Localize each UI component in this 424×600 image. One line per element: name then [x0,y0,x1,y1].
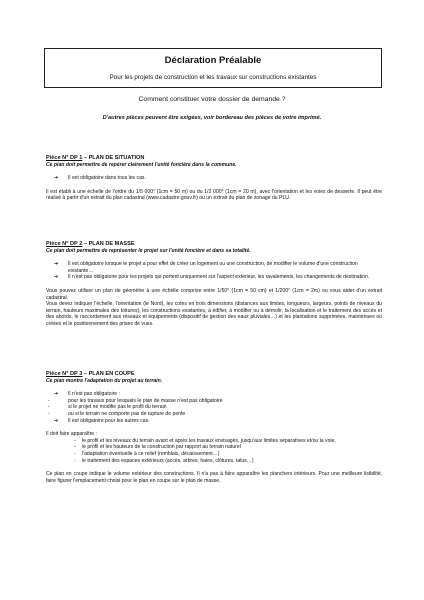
list-item: ➔ Il est obligatoire pour les autres cas. [54,417,150,424]
dash-marker: - [74,457,76,464]
arrow-icon: ➔ [54,391,59,398]
header-box [44,48,382,88]
section-dp2-heading: – PLAN DE MASSE [82,241,135,247]
list-item: ➔ Il n'est pas obligatoire : [54,391,120,398]
list-item: ➔ Il est obligatoire lorsque le projet a pour effet de créer un logement ou une construction, de modifier le volume d'une construction existante… [54,261,358,274]
section-dp3-paragraph: Ce plan en coupe indique le volume extérieur des constructions. Il n'a pas à faire apparaître les planchers intérieurs. Pour une meilleure lisibilité, faire figurer l'emplacement choisi pour le plan en coupe sur le plan de masse. [46,471,382,484]
section-dp2-paragraph-1: Vous pouvez utiliser un plan de géomètre à une échelle comprise entre 1/50° (1cm = 50 cm) et 1/200° (1cm = 2m) ou vous aider d'un extrait cadastral. [46,287,382,301]
dash-marker: - [48,397,50,404]
list-item: ➔ Il est obligatoire dans tous les cas. [54,175,146,182]
list-item: - l'adaptation éventuelle à ce relief (remblais, décaissement…) [74,450,220,457]
dash-marker: - [74,450,76,457]
dash-marker: - [74,437,76,444]
arrow-icon: ➔ [54,274,59,281]
arrow-icon: ➔ [54,417,59,424]
section-dp2-title [46,241,382,248]
dash-marker: - [74,444,76,451]
intro-question: Comment constituer votre dossier de demande ? [138,96,286,103]
page-title: Déclaration Préalable [164,55,262,66]
list-item: ➔ Il n'est pas obligatoire pour les projets qui portent uniquement sur l'aspect extérieur, les ravalements, les changements de destination. [54,274,370,281]
section-dp1-heading: – PLAN DE SITUATION [82,155,145,161]
section-dp2-subtitle: Ce plan doit permettre de représenter le projet sur l'unité foncière et dans sa totalité. [46,247,251,254]
list-item: - pour les travaux pour lesquels le plan de masse n'est pas obligatoire [48,397,223,404]
section-dp3-code: Pièce N° DP 3 [46,371,83,377]
list-item: - si le projet ne modifie pas le profil du terrain [48,404,167,411]
section-dp3-subtitle: Ce plan montre l'adaptation du projet au terrain. [46,377,163,384]
dash-marker: - [48,404,50,411]
intro-note: D'autres pièces peuvent être exigées, voir bordereau des pièces de votre imprimé. [102,115,322,121]
list-item: - le traitement des espaces extérieurs (accès, arbres, haies, clôtures, talus…) [74,457,254,464]
section-dp2-code: Pièce N° DP 2 [46,241,83,247]
list-item: - le profil et les niveaux du terrain avant et après les travaux envisagés, jusqu'aux limites séparatives et/ou la voie, [74,437,336,444]
section-dp3-heading: – PLAN EN COUPE [82,371,135,377]
section-dp1-subtitle: Ce plan doit permettre de repérer clairement l'unité foncière dans la commune. [46,161,237,168]
section-dp2 [46,241,382,328]
list-item: - le profil et les hauteurs de la construction par rapport au terrain naturel [74,444,241,451]
arrow-icon: ➔ [54,261,59,268]
section-dp1 [46,155,382,202]
list-item: - ou si le terrain ne comporte pas de rupture de pente [48,410,186,417]
page-subtitle: Pour les projets de construction et les travaux sur constructions existantes [109,74,317,81]
section-dp3-lead: Il doit faire apparaître : [46,431,97,438]
section-dp2-paragraph-2: Vous devez indiquer l'échelle, l'orientation (le Nord), les cotes en trois dimensions (distances aux limites, longueurs, largeurs, points de niveaux du terrain, hauteurs maximales des toitures), les constructions existantes, à édifier, à modifier ou à démolir, la localisation et le traitement des accès et des abords, le raccordement aux réseaux et équipements (dispositif de gestion des eaux pluviales…) et les plantations supprimées, maintenues ou créées et le positionnement des prises de vues. [46,301,382,327]
section-dp1-title [46,155,382,162]
section-dp3-title [46,371,382,378]
section-dp1-code: Pièce N° DP 1 [46,155,83,161]
section-dp1-paragraph: Il est établi à une échelle de l'ordre du 1/5 000° (1cm = 50 m) ou du 1/2 000° (1cm = 20 m), avec l'orientation et les voies de desserte. Il peut être réalisé à partir d'un extrait du plan cadastral (www.cadastre.gouv.fr) ou un extrait du plan de zonage du PLU. [46,188,382,202]
section-dp3 [46,371,382,484]
arrow-icon: ➔ [54,175,59,182]
dash-marker: - [48,410,50,417]
